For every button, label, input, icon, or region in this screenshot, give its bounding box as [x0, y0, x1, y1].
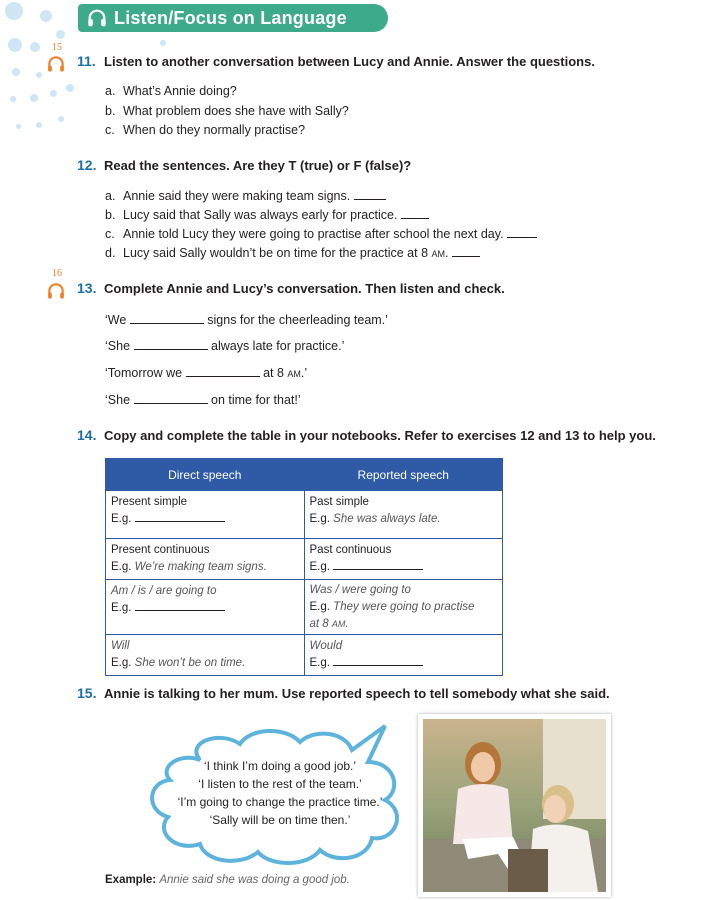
- question-item: c. When do they normally practise?: [105, 123, 306, 137]
- true-false-item: d. Lucy said Sally wouldn’t be on time for the practice at 8 AM.: [105, 246, 480, 260]
- answer-blank[interactable]: [135, 514, 225, 522]
- exercise-number: 13.: [77, 280, 97, 296]
- gap-fill-line: ‘Tomorrow we at 8 AM.’: [105, 366, 308, 380]
- exercise-number: 12.: [77, 157, 97, 173]
- exercise-instruction: Complete Annie and Lucy’s conversation. Then listen and check.: [104, 281, 505, 296]
- table-header: Reported speech: [304, 459, 503, 491]
- answer-blank[interactable]: [333, 658, 423, 666]
- question-item: b. What problem does she have with Sally?: [105, 104, 349, 118]
- table-row: Present simple E.g. Past simple E.g. She was always late.: [106, 491, 503, 539]
- table-row: Am / is / are going to E.g. Was / were going to E.g. They were going to practise at 8 AM.: [106, 580, 503, 635]
- answer-blank[interactable]: [452, 247, 480, 257]
- table-header: Direct speech: [106, 459, 305, 491]
- exercise-number: 15.: [77, 685, 97, 701]
- true-false-item: b. Lucy said that Sally was always early for practice.: [105, 208, 429, 222]
- exercise-instruction: Copy and complete the table in your notebooks. Refer to exercises 12 and 13 to help you.: [104, 428, 656, 443]
- answer-blank[interactable]: [507, 228, 537, 238]
- photo-annie-and-mum: [418, 714, 611, 897]
- headphones-icon: [86, 7, 108, 29]
- answer-blank[interactable]: [130, 314, 204, 324]
- section-title: Listen/Focus on Language: [114, 7, 347, 28]
- example-line: Example: Annie said she was doing a good job.: [105, 874, 350, 886]
- section-banner: [78, 4, 388, 32]
- track-number-16: 16: [52, 268, 62, 279]
- table-row: Will E.g. She won’t be on time. Would E.g.: [106, 635, 503, 676]
- answer-blank[interactable]: [401, 209, 429, 219]
- audio-headphones-icon[interactable]: [46, 54, 66, 74]
- answer-blank[interactable]: [333, 562, 423, 570]
- exercise-instruction: Listen to another conversation between Lucy and Annie. Answer the questions.: [104, 54, 595, 69]
- exercise-instruction: Annie is talking to her mum. Use reported speech to tell somebody what she said.: [104, 686, 610, 701]
- answer-blank[interactable]: [134, 394, 208, 404]
- answer-blank[interactable]: [186, 367, 260, 377]
- gap-fill-line: ‘We signs for the cheerleading team.’: [105, 313, 388, 327]
- exercise-number: 11.: [77, 53, 96, 69]
- answer-blank[interactable]: [135, 603, 225, 611]
- speech-bubble-text: ‘I think I’m doing a good job.’ ‘I listen to the rest of the team.’ ‘I’m going to change the practice time.’ ‘Sally will be on time then.’: [177, 759, 383, 827]
- exercise-number: 14.: [77, 427, 97, 443]
- true-false-item: c. Annie told Lucy they were going to practise after school the next day.: [105, 227, 537, 241]
- question-item: a. What’s Annie doing?: [105, 84, 237, 98]
- track-number-15: 15: [52, 42, 62, 53]
- table-row: Present continuous E.g. We’re making team signs. Past continuous E.g.: [106, 539, 503, 580]
- audio-headphones-icon[interactable]: [46, 281, 66, 301]
- true-false-item: a. Annie said they were making team signs.: [105, 189, 386, 203]
- gap-fill-line: ‘She on time for that!’: [105, 393, 301, 407]
- gap-fill-line: ‘She always late for practice.’: [105, 339, 345, 353]
- answer-blank[interactable]: [354, 190, 386, 200]
- exercise-instruction: Read the sentences. Are they T (true) or F (false)?: [104, 158, 412, 173]
- answer-blank[interactable]: [134, 340, 208, 350]
- speech-table: [105, 458, 503, 676]
